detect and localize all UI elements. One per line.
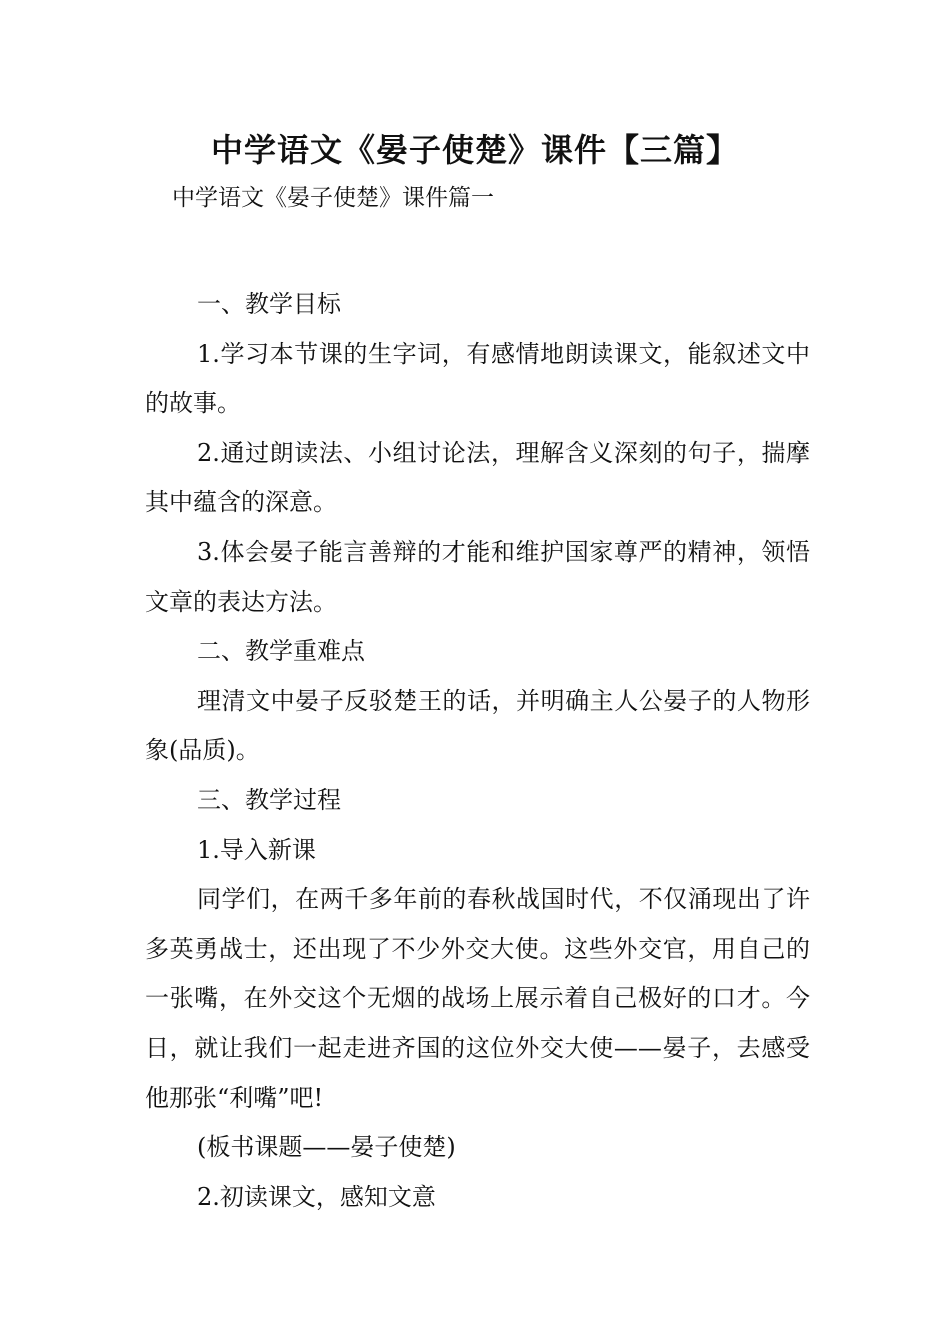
process-step-2: 2.初读课文，感知文意 <box>197 1182 436 1211</box>
intro-paragraph: 同学们，在两千多年前的春秋战国时代，不仅涌现出了许多英勇战士，还出现了不少外交大使。这些外交官，用自己的一张嘴，在外交这个无烟的战场上展示着自己极好的口才。今日，就让我们一起走进齐国的这位外交大使——晏子，去感受他那张“利嘴”吧! <box>145 885 810 1112</box>
section-subtitle: 中学语文《晏子使楚》课件篇一 <box>172 185 494 211</box>
document-body <box>145 280 810 1222</box>
heading-key-points: 二、教学重难点 <box>197 637 365 666</box>
goal-item-1: 1.学习本节课的生字词，有感情地朗读课文，能叙述文中的故事。 <box>145 339 810 418</box>
heading-teaching-process: 三、教学过程 <box>197 785 341 814</box>
heading-teaching-goals: 一、教学目标 <box>197 290 341 318</box>
goal-item-3: 3.体会晏子能言善辩的才能和维护国家尊严的精神，领悟文章的表达方法。 <box>145 537 810 616</box>
board-note: (板书课题——晏子使楚) <box>197 1133 456 1162</box>
goal-item-2: 2.通过朗读法、小组讨论法，理解含义深刻的句子，揣摩其中蕴含的深意。 <box>145 438 810 517</box>
key-points-paragraph: 理清文中晏子反驳楚王的话，并明确主人公晏子的人物形象(品质)。 <box>145 686 810 765</box>
document-title: 中学语文《晏子使楚》课件【三篇】 <box>210 131 739 169</box>
process-step-1: 1.导入新课 <box>197 835 316 864</box>
